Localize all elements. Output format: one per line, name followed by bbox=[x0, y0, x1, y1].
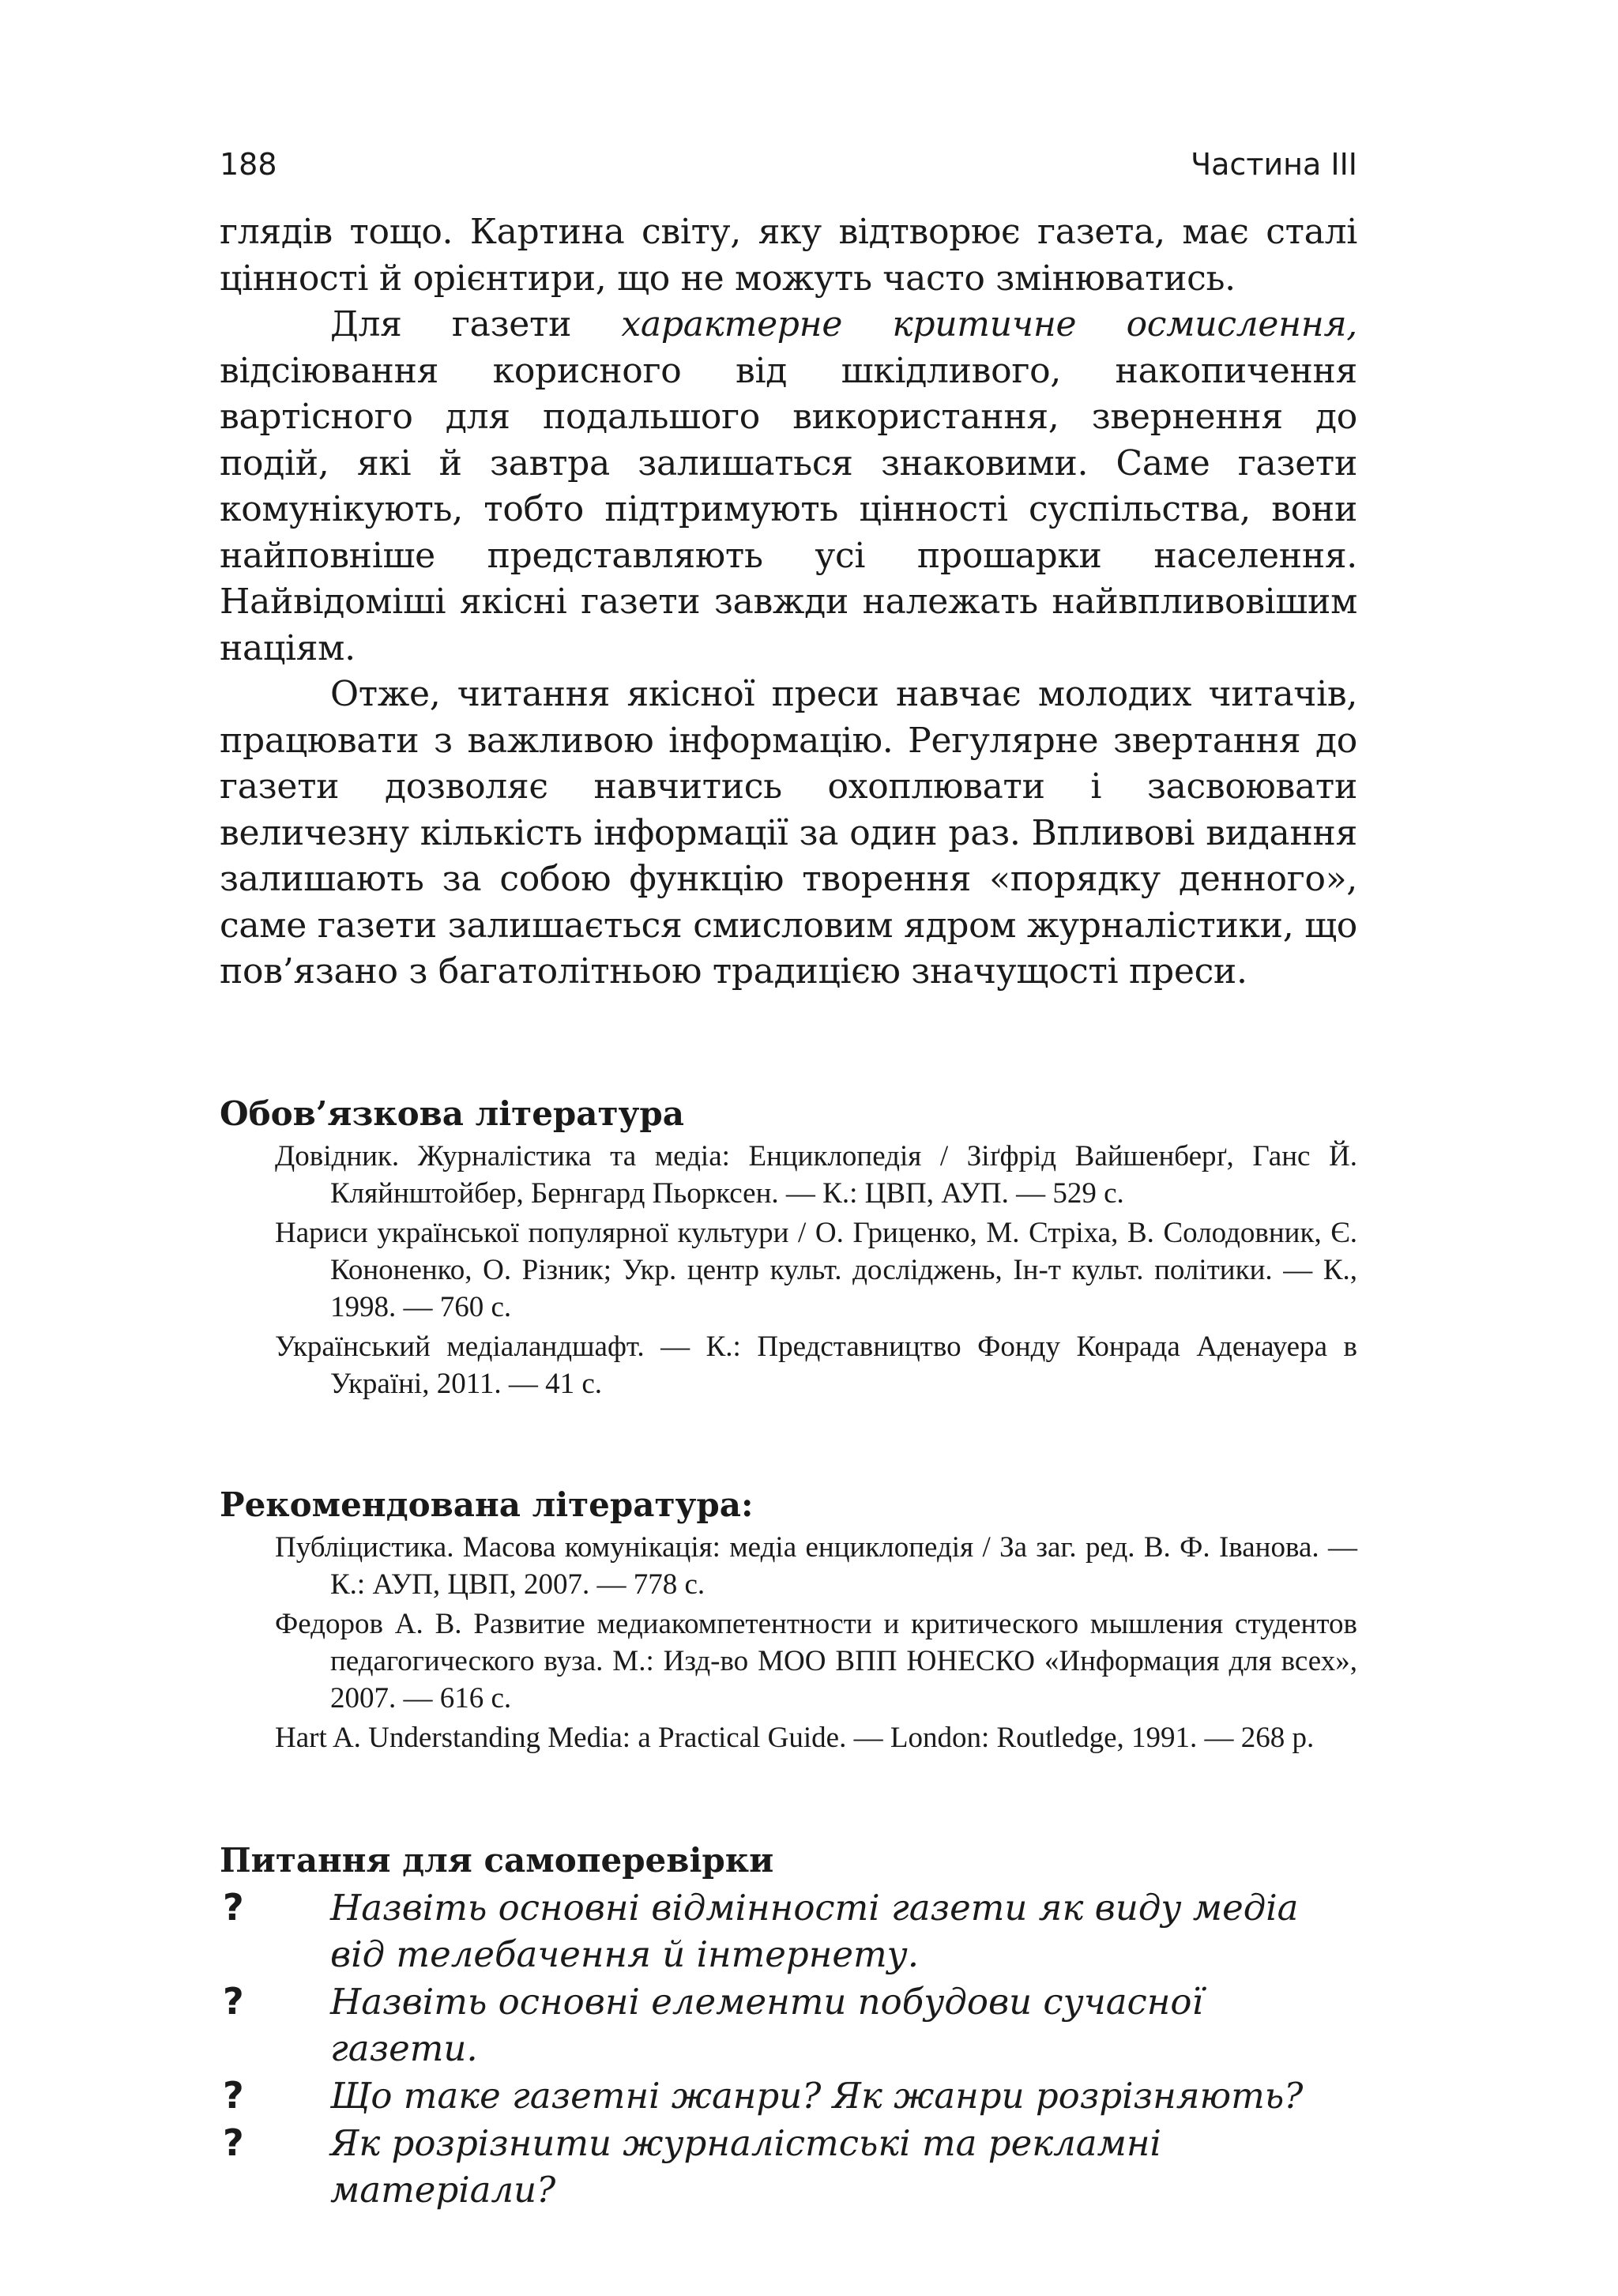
question-text: Назвіть основні елементи побудови сучасної газети. bbox=[330, 1981, 1203, 2069]
recommended-literature-heading: Рекомендована література: bbox=[220, 1485, 754, 1524]
question-mark-icon: ? bbox=[223, 2121, 244, 2164]
question-item bbox=[220, 2072, 1357, 2119]
recommended-literature-list bbox=[220, 1529, 1357, 1759]
reference-item: Довідник. Журналістика та медіа: Енциклопедія / Зіґфрід Вайшенберґ, Ганс Й. Кляйнштойбер, Бернгард Пьорксен. — К.: ЦВП, АУП. — 529 с. bbox=[275, 1140, 1357, 1210]
question-text: Як розрізнити журналістські та рекламні матеріали? bbox=[330, 2122, 1161, 2211]
question-mark-icon: ? bbox=[223, 2074, 244, 2117]
reference-item: Публіцистика. Масова комунікація: медіа енциклопедія / За заг. ред. В. Ф. Іванова. — К.: АУП, ЦВП, 2007. — 778 с. bbox=[275, 1531, 1357, 1601]
main-text bbox=[220, 209, 1357, 996]
reference-item: Федоров А. В. Развитие медиакомпетентности и критического мышления студентов педагогического вуза. М.: Изд-во МОО ВПП ЮНЕСКО «Информация для всех», 2007. — 616 с. bbox=[275, 1608, 1357, 1714]
paragraph-lead: Для газети bbox=[330, 304, 622, 344]
self-check-questions bbox=[220, 1884, 1357, 2214]
question-mark-icon: ? bbox=[223, 1886, 244, 1929]
question-item bbox=[220, 1884, 1357, 1978]
running-head: Частина III bbox=[1191, 147, 1357, 182]
reference-item: Український медіаландшафт. — К.: Представництво Фонду Конрада Аденауера в Україні, 2011. — 41 с. bbox=[275, 1331, 1357, 1400]
question-text: Назвіть основні відмінності газети як виду медіа від телебачення й інтернету. bbox=[330, 1887, 1299, 1975]
reference-item: Hart A. Understanding Media: a Practical Guide. — London: Routledge, 1991. — 268 p. bbox=[275, 1722, 1315, 1754]
question-item bbox=[220, 2120, 1357, 2213]
paragraph: глядів тощо. Картина світу, яку відтворює газета, має сталі цінності й орієнтири, що не можуть часто змінюватись. bbox=[220, 212, 1357, 299]
page-number: 188 bbox=[220, 147, 277, 182]
question-item bbox=[220, 1978, 1357, 2072]
paragraph: Отже, читання якісної преси навчає молодих читачів, працювати з важливою інформацію. Регулярне звертання до газети дозволяє навчитись охоплювати і засвоювати величезну кількість інформації за один раз. Впливові видання залишають за собою функцію творення «порядку денного», саме газети залишається смисловим ядром журналістики, що пов’язано з багатолітньою традицією значущості преси. bbox=[220, 674, 1357, 992]
paragraph-rest: відсіювання корисного від шкідливого, накопичення вартісного для подальшого використання, звернення до подій, які й завтра залишаться знаковими. Саме газети комунікують, тобто підтримують цінності суспільства, вони найповніше представляють усі прошарки населення. Найвідоміші якісні газети завжди належать найвпливовішим націям. bbox=[220, 350, 1357, 668]
self-check-heading: Питання для самоперевірки bbox=[220, 1841, 774, 1880]
paragraph bbox=[220, 302, 1357, 672]
reference-item: Нариси української популярної культури / О. Гриценко, М. Стріха, В. Солодовник, Є. Кононенко, О. Різник; Укр. центр культ. досліджень, Ін-т культ. політики. — К., 1998. — 760 с. bbox=[275, 1217, 1357, 1323]
required-literature-heading: Обов’язкова література bbox=[220, 1094, 684, 1133]
question-mark-icon: ? bbox=[223, 1980, 244, 2023]
required-literature-list bbox=[220, 1138, 1357, 1405]
page-header bbox=[220, 147, 1357, 194]
emphasis: характерне критичне осмислення, bbox=[621, 304, 1357, 344]
question-text: Що таке газетні жанри? Як жанри розрізняють? bbox=[330, 2075, 1304, 2117]
